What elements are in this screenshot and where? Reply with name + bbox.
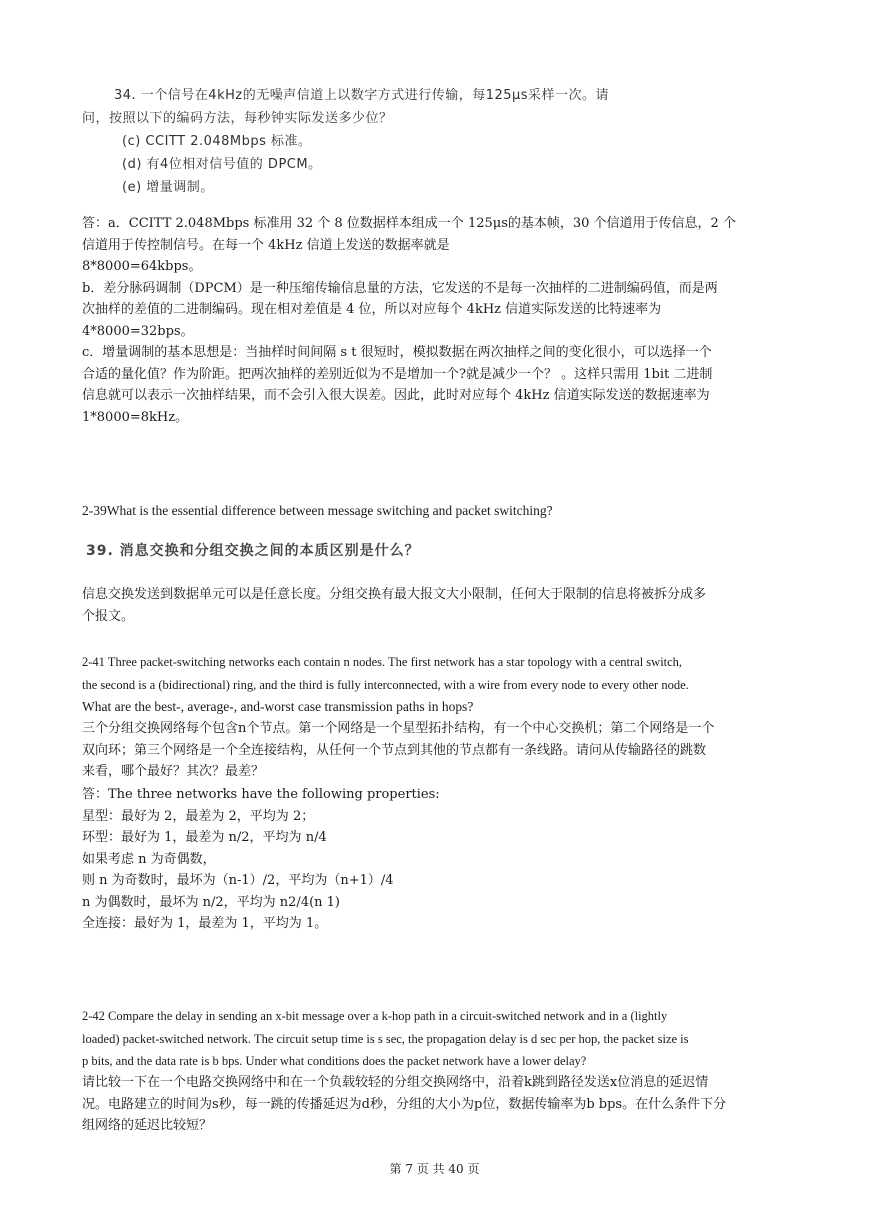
- q41-answer-line: 全连接：最好为 1，最差为 1，平均为 1。: [82, 916, 328, 931]
- q34-scan-line: 问，按照以下的编码方法，每秒钟实际发送多少位？: [82, 111, 393, 126]
- q42-english-line: p bits, and the data rate is b bps. Under what conditions does the packet network have a lower delay?: [82, 1054, 587, 1068]
- q42-chinese: [82, 1072, 782, 1137]
- q41-answer-line: 环型：最好为 1，最差为 n/2，平均为 n/4: [82, 830, 327, 845]
- q34-option-c: (c) CCITT 2.048Mbps 标准。: [122, 134, 312, 149]
- q39-chinese-heading: [86, 540, 786, 563]
- q39-answer-line: 信息交换发送到数据单元可以是任意长度。分组交换有最大报文大小限制，任何大于限制的信息将被拆分成多: [82, 587, 707, 602]
- q39-answer-line: 个报文。: [82, 608, 135, 624]
- page-number-text: 第 7 页 共 40 页: [389, 1162, 480, 1176]
- q41-english-line: 2-41 Three packet-switching networks each contain n nodes. The first network has a star topology with a central switch,: [82, 655, 683, 669]
- q41-english-line: the second is a (bidirectional) ring, and the third is fully interconnected, with a wire from every node to every other node.: [82, 677, 689, 692]
- q42-english-line: loaded) packet-switched network. The circuit setup time is s sec, the propagation delay is d sec per hop, the packet size is: [82, 1031, 689, 1046]
- q41-chinese-line: 双向环；第三个网络是一个全连接结构，从任何一个节点到其他的节点都有一条线路。请问从传输路径的跳数: [82, 742, 707, 758]
- q34-scan-question: [82, 84, 790, 199]
- q34-answer-line: 合适的量化值？作为阶距。把两次抽样的差别近似为不是增加一个?就是减少一个？ 。这样只需用 1bit 二进制: [82, 366, 713, 382]
- q41-answer-line: n 为偶数时，最坏为 n/2，平均为 n2/4(n 1): [82, 894, 341, 910]
- q34-answer-line: 信息就可以表示一次抽样结果，而不会引入很大误差。因此，此时对应每个 4kHz 信道实际发送的数据速率为: [82, 388, 710, 403]
- q41-english: [82, 651, 782, 719]
- q39-heading-line: 39. 消息交换和分组交换之间的本质区别是什么？: [86, 543, 420, 559]
- q41-chinese: [82, 718, 782, 783]
- q34-answer-line: 4*8000=32bps。: [82, 323, 194, 339]
- q42-english: [82, 1005, 782, 1073]
- q34-answer-line: b．差分脉码调制（DPCM）是一种压缩传输信息量的方法，它发送的不是每一次抽样的二进制编码值，而是两: [82, 280, 718, 296]
- q34-answer-line: 8*8000=64kbps。: [82, 259, 202, 274]
- q41-chinese-line: 三个分组交换网络每个包含n个节点。第一个网络是一个星型拓扑结构，有一个中心交换机；第二个网络是一个: [82, 721, 715, 736]
- q34-answer-line: 答：a．CCITT 2.048Mbps 标准用 32 个 8 位数据样本组成一个 125μs的基本帧，30 个信道用于传信息，2 个: [82, 216, 736, 231]
- q34-answer: [82, 213, 782, 428]
- q41-answer-line: 星型：最好为 2，最差为 2，平均为 2；: [82, 808, 315, 824]
- page-footer: [0, 1160, 869, 1177]
- q41-answer-line: 答：The three networks have the following properties:: [82, 787, 440, 802]
- q34-answer-line: c．增量调制的基本思想是：当抽样时间间隔 s t 很短时，模拟数据在两次抽样之间的变化很小，可以选择一个: [82, 345, 712, 360]
- q34-answer-line: 次抽样的差值的二进制编码。现在相对差值是 4 位，所以对应每个 4kHz 信道实际发送的比特速率为: [82, 302, 662, 317]
- q41-answer-line: 如果考虑 n 为奇偶数，: [82, 851, 216, 867]
- q34-option-e: (e) 增量调制。: [122, 180, 214, 195]
- q42-chinese-line: 组网络的延迟比较短？: [82, 1118, 213, 1133]
- q39-answer: [82, 584, 782, 627]
- q34-scan-line: 34. 一个信号在4kHz的无噪声信道上以数字方式进行传输，每125μs采样一次。请: [114, 88, 610, 103]
- q39-english: [82, 500, 782, 522]
- q41-chinese-line: 来看，哪个最好？其次？最差？: [82, 764, 265, 779]
- q42-chinese-line: 请比较一下在一个电路交换网络中和在一个负载较轻的分组交换网络中，沿着k跳到路径发送x位消息的延迟情: [82, 1075, 709, 1090]
- q34-option-d: (d) 有4位相对信号值的 DPCM。: [122, 157, 322, 172]
- q34-answer-line: 1*8000=8kHz。: [82, 409, 189, 425]
- q42-chinese-line: 况。电路建立的时间为s秒，每一跳的传播延迟为d秒，分组的大小为p位，数据传输率为b bps。在什么条件下分: [82, 1096, 727, 1112]
- q34-answer-line: 信道用于传控制信号。在每一个 4kHz 信道上发送的数据率就是: [82, 237, 450, 253]
- q41-english-line: What are the best-, average-, and-worst case transmission paths in hops?: [82, 699, 474, 714]
- q41-answer-line: 则 n 为奇数时，最坏为（n-1）/2，平均为（n+1）/4: [82, 873, 394, 888]
- q41-answer: [82, 784, 782, 935]
- q42-english-line: 2-42 Compare the delay in sending an x-bit message over a k-hop path in a circuit-switched network and in a (lightly: [82, 1009, 668, 1023]
- q39-english-line: 2-39What is the essential difference between message switching and packet switching?: [82, 503, 553, 518]
